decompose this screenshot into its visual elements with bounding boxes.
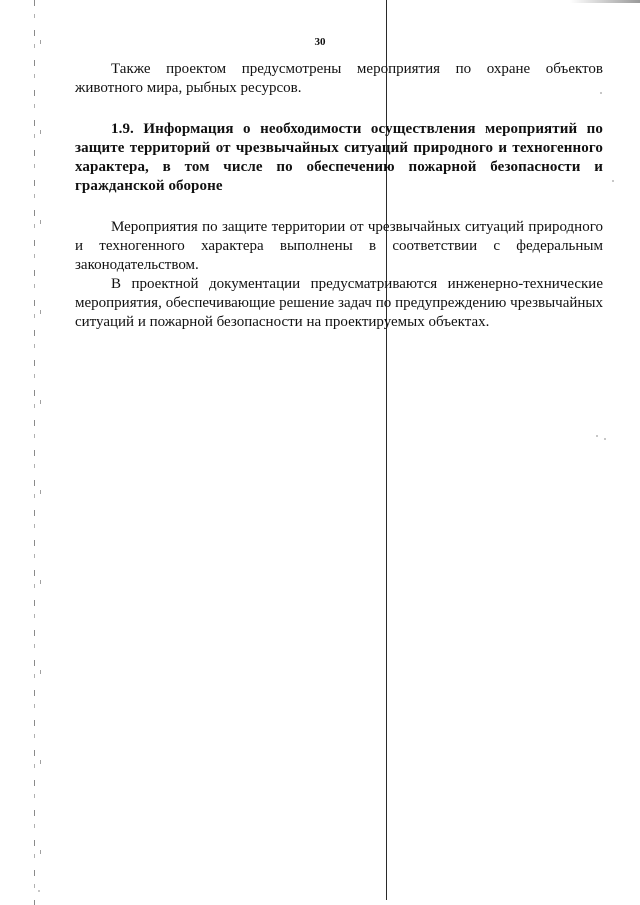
page-number: 30 <box>314 36 326 48</box>
scan-edge-artifact <box>40 0 41 905</box>
intro-paragraph: Также проектом предусмотрены мероприятия по охране объектов животного мира, рыбных ресурсов. <box>75 61 603 96</box>
scan-speck <box>612 180 614 182</box>
body-paragraph: Мероприятия по защите территории от чрезвычайных ситуаций природного и техногенного характера выполнены в соответствии с федеральным законодательством. <box>75 219 603 273</box>
scan-edge-artifact <box>34 0 35 905</box>
scan-speck <box>38 890 40 892</box>
document-body <box>75 60 603 332</box>
scan-speck <box>596 435 598 437</box>
scan-corner-artifact <box>570 0 640 3</box>
body-paragraph: В проектной документации предусматриваются инженерно-технические мероприятия, обеспечивающие решение задач по предупреждению чрезвычайных ситуаций и пожарной безопасности на проектируемых объектах. <box>75 276 603 330</box>
scan-speck <box>604 438 606 440</box>
section-heading: 1.9. Информация о необходимости осуществления мероприятий по защите территорий от чрезвычайных ситуаций природного и техногенного характера, в том числе по обеспечению пожарной безопасности и гражданской обороне <box>75 121 603 194</box>
